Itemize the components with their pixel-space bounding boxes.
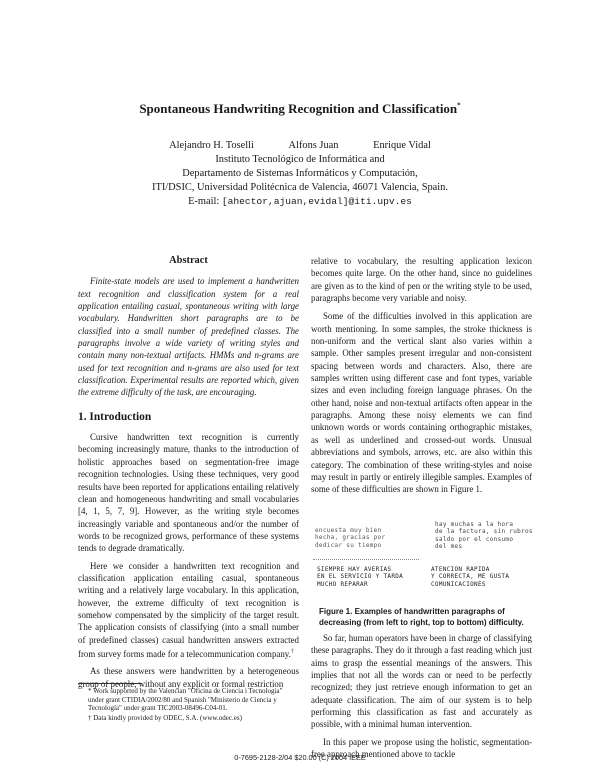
footnotes (78, 683, 299, 722)
right-column-top (311, 255, 532, 496)
author-names (0, 139, 600, 153)
paper-title (0, 101, 600, 117)
footnote-rule (78, 683, 142, 684)
affiliation-line-3: ITI/DSIC, Universidad Politécnica de Valencia, 46071 Valencia, Spain. (152, 182, 448, 193)
abstract-heading: Abstract (169, 255, 208, 266)
author-block (0, 139, 600, 209)
author-1: Alejandro H. Toselli (169, 140, 254, 151)
intro-paragraph-2 (78, 560, 299, 661)
figure-1-caption: Figure 1. Examples of handwritten paragraphs of decreasing (from left to right, top to bottom) difficulty. (319, 607, 524, 627)
handwriting-sample-4-text: ATENCION RAPIDA Y CORRECTA, ME GUSTA COMUNICACIONES (431, 566, 510, 588)
email-label: E-mail: (188, 196, 220, 207)
footnote-2: † Data kindly provided by ODEC, S.A. (www.odec.es) (88, 713, 242, 722)
handwriting-sample-2 (427, 519, 533, 559)
left-column (78, 255, 299, 690)
author-2: Alfons Juan (288, 140, 339, 151)
abstract-text: Finite-state models are used to implement a handwritten text recognition and classification system for a real application entailing casual, spontaneous writing with large vocabulary. Handwritten short paragraphs are to be classified into a small number of predefined classes. The paragraphs involve a wide variety of writing styles and contain many non-textual artifacts. HMMs and n-grams are used for text recognition and n-grams are also used for text classification. Experimental results are reported which, given the extreme difficulty of the task, are encouraging. (78, 276, 299, 398)
intro-paragraph-1: Cursive handwritten text recognition is currently becoming increasingly mature, thanks to the introduction of holistic approaches based on segmentation-free image recognition technologies. Using these techniques, very good results have been reported for applications entailing relatively clean and homogeneous handwriting and small vocabularies [4, 1, 5, 7, 9]. However, as the writing style becomes increasingly variable and spontaneous and/or the number of words to be recognized grows, performance of these systems tends to degrade dramatically. (78, 432, 299, 554)
page-footer: 0-7695-2128-2/04 $20.00 (C) 2004 IEEE (234, 753, 366, 762)
handwriting-sample-2-text: hay muchas a la hora de la factura, sin rubros saldo por el consumo del mes (435, 521, 533, 551)
handwriting-sample-4 (427, 563, 533, 599)
intro-paragraph-3: As these answers were handwritten by a heterogeneous group of people, without any explicit or formal restriction (78, 666, 299, 689)
title-text: Spontaneous Handwriting Recognition and Classification (139, 101, 458, 116)
email-address: [ahector,ajuan,evidal]@iti.upv.es (221, 196, 412, 207)
data-footnote-mark: † (290, 648, 294, 655)
handwriting-sample-3-text: SIEMPRE HAY AVERIAS EN EL SERVICIO Y TARDA MUCHO REPARAR (317, 566, 404, 588)
right-paragraph-1: relative to vocabulary, the resulting application lexicon becomes quite large. On the other hand, since no guidelines are given as to the kind of pen or the writing style to be used, paragraphs become very variable and noisy. (311, 256, 532, 304)
right-column-bottom (311, 632, 532, 760)
handwriting-sample-1-text: encuesta muy bien hecha, gracias por dedicar su tiempo (315, 527, 386, 549)
right-paragraph-4: In this paper we propose using the holistic, segmentation-free approach mentioned above to tackle (311, 736, 532, 760)
affiliation-line-1: Instituto Tecnológico de Informática and (215, 154, 385, 165)
right-paragraph-2: Some of the difficulties involved in this application are worth mentioning. In some samples, the stroke thickness is non-uniform and the vertical slant also varies within a sample. Other samples present irregular and non-consistent spacing between words and characters. Also, there are samples written using different case and font types, variable sizes and even including foreign language phrases. On the other hand, noise and non-textual artifacts often appear in the paragraphs. Among these noisy elements we can find unknown words or words containing orthographic mistakes, as well as underlined and crossed-out words. Unusual abbreviations and symbols, arrows, etc. are also within this category. The combination of these writing-styles and noise may result in partly or entirely illegible samples. Examples of some of these difficulties are shown in Figure 1. (311, 311, 532, 495)
affiliation-line-2: Departamento de Sistemas Informáticos y Computación, (182, 168, 418, 179)
section-1-heading: 1. Introduction (78, 410, 152, 423)
intro-paragraph-2-text: Here we consider a handwritten text recognition and classification application entailing casual, spontaneous writing and a relatively large vocabulary. In this application, however, the extreme difficulty of text recognition is somehow compensated by the simplicity of the target result. The application consists of classifying (into a small number of predefined classes) casual handwritten answers extracted from survey forms made for a telecommunication company. (78, 560, 299, 659)
handwriting-sample-3 (313, 563, 419, 599)
handwriting-sample-1 (313, 519, 419, 560)
footnote-1: * Work supported by the Valencian "Oficina de Ciencia i Tecnologia" under grant CTIDIA/2002/80 and Spanish "Ministerio de Ciencia y Tecnología" under grant TIC2003-08496-C04-01. (88, 687, 283, 713)
right-paragraph-3: So far, human operators have been in charge of classifying these paragraphs. They do it through a fast reading which just aims to grasp the essential meanings of the answers. This implies that not all the words can or need to be perfectly recognized; they just retrieve enough information to get an adequate classification. The aim of our system is to help performing this classification as fast and accurately as possible, with a minimal human intervention. (311, 633, 532, 730)
figure-1 (311, 519, 532, 639)
author-3: Enrique Vidal (373, 140, 431, 151)
email-line (0, 195, 600, 209)
title-footnote-mark: * (457, 101, 461, 110)
